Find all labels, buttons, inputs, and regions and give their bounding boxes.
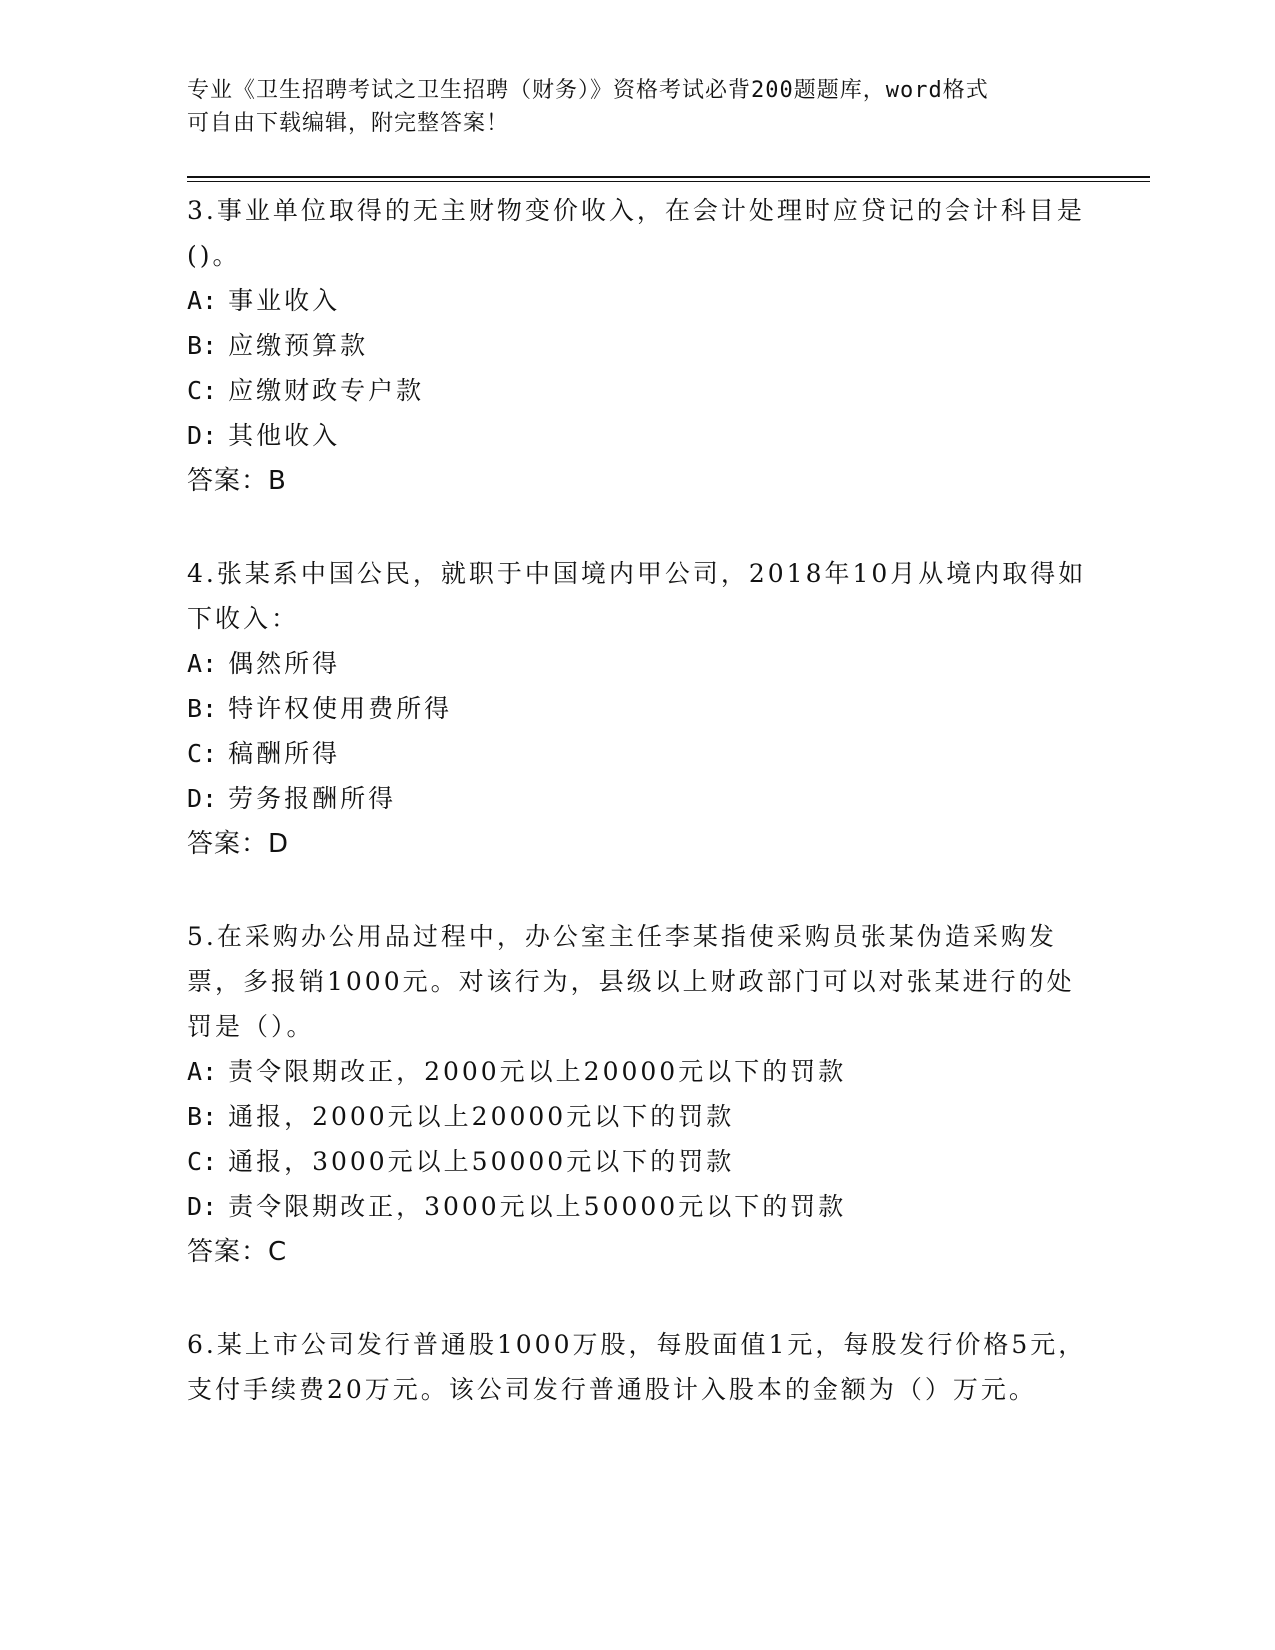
option-text: 特许权使用费所得 [228, 694, 453, 723]
option-text: 劳务报酬所得 [228, 784, 397, 813]
option-text: 稿酬所得 [228, 739, 341, 768]
option-d [187, 413, 1087, 458]
header-divider-thick [187, 176, 1150, 178]
option-b [187, 323, 1087, 368]
question-4 [187, 551, 1087, 867]
option-text: 事业收入 [228, 286, 341, 315]
option-text: 责令限期改正，2000元以上20000元以下的罚款 [228, 1057, 847, 1086]
option-d [187, 776, 1087, 821]
option-a [187, 641, 1087, 686]
document-header [187, 74, 1087, 140]
option-key: B: [187, 1102, 218, 1131]
option-a [187, 1049, 1087, 1094]
option-c [187, 368, 1087, 413]
option-text: 通报，2000元以上20000元以下的罚款 [228, 1102, 735, 1131]
option-key: C: [187, 1147, 218, 1176]
question-text: 3.事业单位取得的无主财物变价收入，在会计处理时应贷记的会计科目是()。 [187, 196, 1085, 270]
question-5 [187, 914, 1087, 1275]
answer: 答案：C [187, 1237, 288, 1267]
option-text: 应缴预算款 [228, 331, 369, 360]
option-key: B: [187, 694, 218, 723]
option-key: B: [187, 331, 218, 360]
option-text: 其他收入 [228, 421, 341, 450]
option-text: 应缴财政专户款 [228, 376, 425, 405]
option-a [187, 278, 1087, 323]
option-key: C: [187, 376, 218, 405]
option-key: D: [187, 784, 218, 813]
option-d [187, 1184, 1087, 1229]
header-divider-thin [187, 181, 1150, 182]
question-text: 6.某上市公司发行普通股1000万股，每股面值1元，每股发行价格5元，支付手续费20万元。该公司发行普通股计入股本的金额为（）万元。 [187, 1330, 1087, 1404]
option-text: 通报，3000元以上50000元以下的罚款 [228, 1147, 735, 1176]
question-6 [187, 1322, 1087, 1412]
option-key: C: [187, 739, 218, 768]
question-text: 5.在采购办公用品过程中，办公室主任李某指使采购员张某伪造采购发票，多报销1000元。对该行为，县级以上财政部门可以对张某进行的处罚是（）。 [187, 922, 1075, 1041]
option-key: A: [187, 649, 218, 678]
option-key: A: [187, 1057, 218, 1086]
option-text: 偶然所得 [228, 649, 341, 678]
option-b [187, 686, 1087, 731]
option-c [187, 1139, 1087, 1184]
answer: 答案：D [187, 829, 290, 859]
option-key: D: [187, 1192, 218, 1221]
header-line-2: 可自由下载编辑，附完整答案！ [187, 111, 510, 136]
question-3 [187, 188, 1087, 504]
option-c [187, 731, 1087, 776]
question-text: 4.张某系中国公民，就职于中国境内甲公司，2018年10月从境内取得如下收入： [187, 559, 1087, 633]
header-line-1: 专业《卫生招聘考试之卫生招聘（财务）》资格考试必背200题题库，word格式 [187, 78, 989, 103]
option-b [187, 1094, 1087, 1139]
option-text: 责令限期改正，3000元以上50000元以下的罚款 [228, 1192, 847, 1221]
option-key: A: [187, 286, 218, 315]
answer: 答案：B [187, 466, 287, 496]
option-key: D: [187, 421, 218, 450]
